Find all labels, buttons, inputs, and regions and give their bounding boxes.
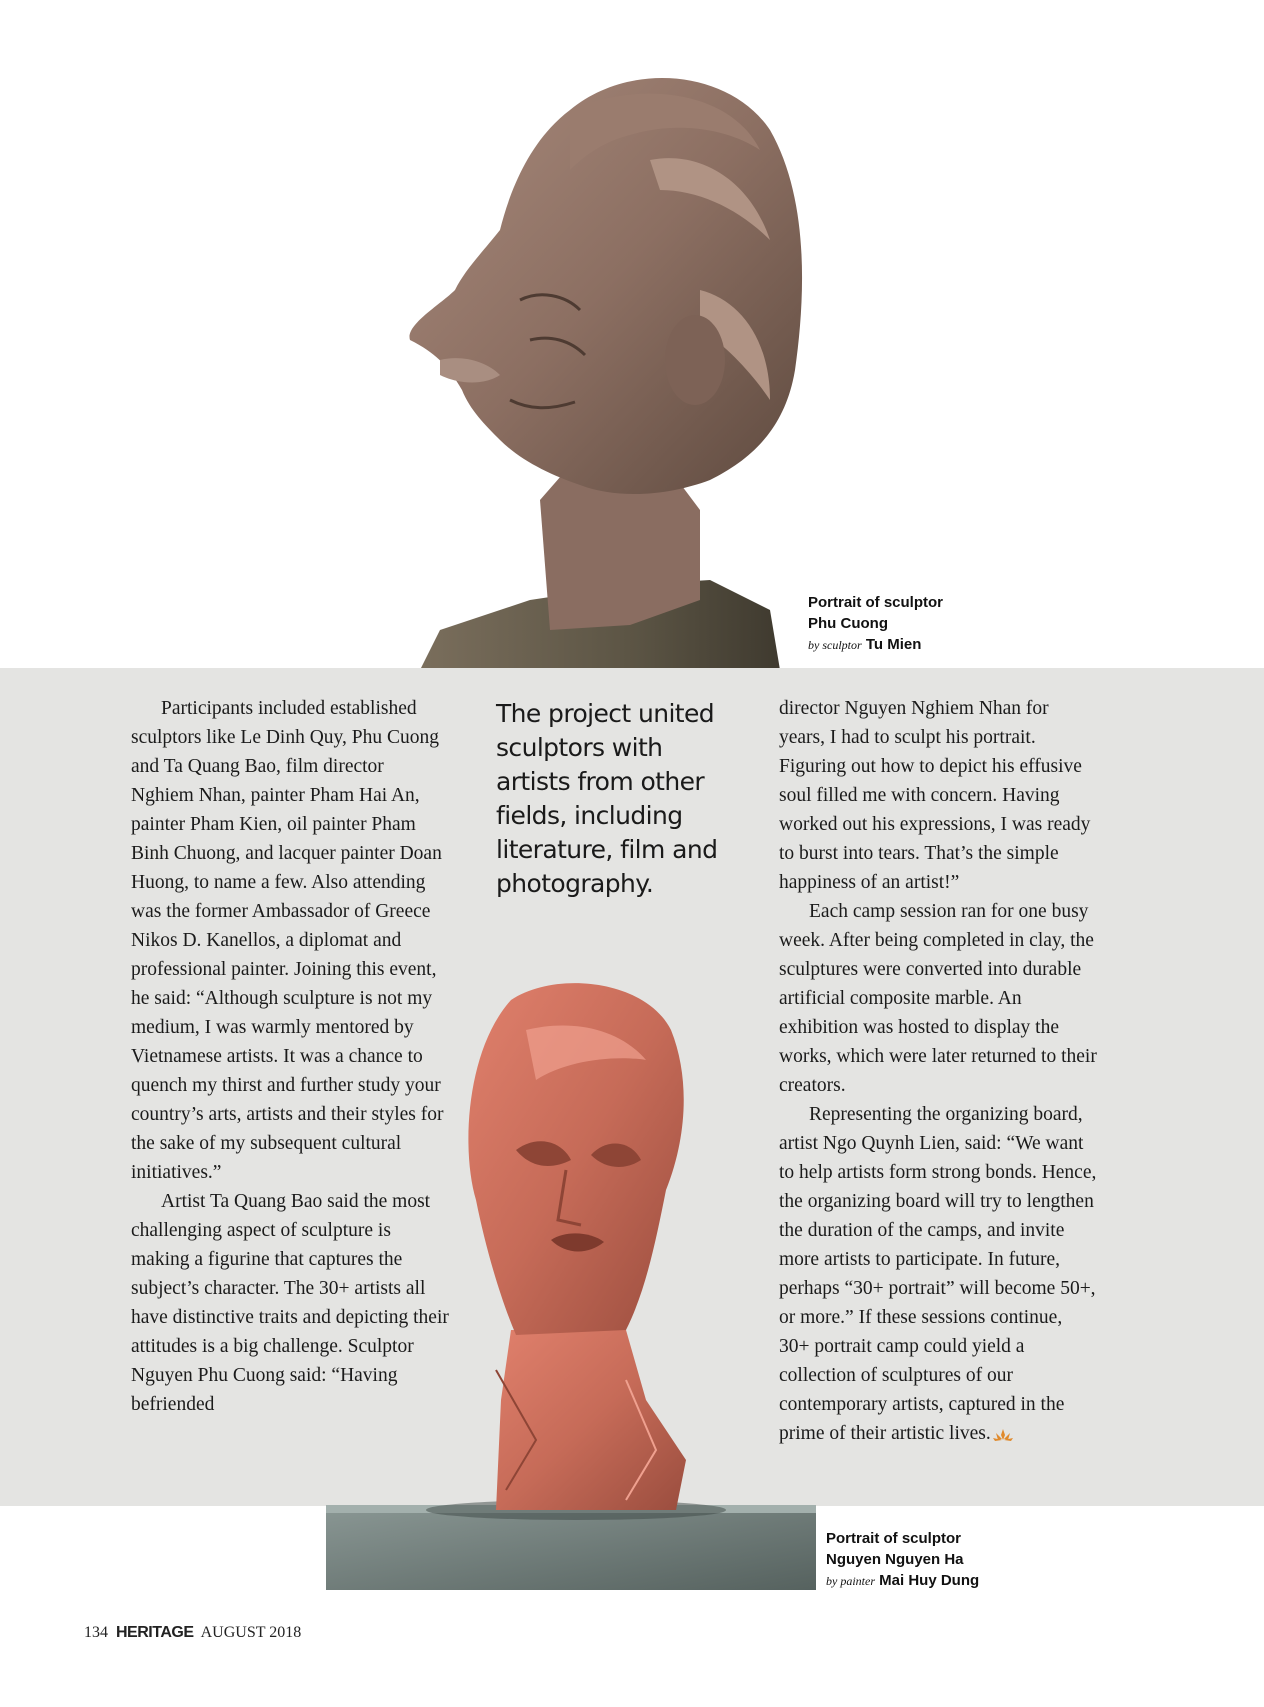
article-paragraph: Each camp session ran for one busy week. After being completed in clay, the sculptures were converted into durable artificial composite marble. An exhibition was hosted to display the works, which were later returned to their creators. <box>779 901 1097 1096</box>
top-caption-by-label: by sculptor <box>808 638 862 652</box>
issue-date: AUGUST 2018 <box>200 1624 302 1641</box>
top-caption-artist: Tu Mien <box>865 636 922 653</box>
bottom-caption-line2: Nguyen Nguyen Ha <box>826 1551 964 1568</box>
bottom-caption-line1: Portrait of sculptor <box>826 1530 962 1547</box>
article-left-column <box>131 694 449 1419</box>
article-paragraph-text: Representing the organizing board, artist Ngo Quynh Lien, said: “We want to help artists form strong bonds. Hence, the organizing board will try to lengthen the duration of the camps, and invite more artists to participate. In future, perhaps “30+ portrait” will become 50+, or more.” If these sessions continue, 30+ portrait camp could yield a collection of sculptures of our contemporary artists, captured in the prime of their artistic lives. <box>779 1104 1097 1444</box>
top-caption-line1: Portrait of sculptor <box>808 594 944 611</box>
bottom-caption-by-label: by painter <box>826 1574 875 1588</box>
magazine-name: HERITAGE <box>116 1624 194 1641</box>
lotus-end-mark-icon <box>993 1428 1013 1442</box>
top-figure-caption <box>808 592 1058 656</box>
page-footer <box>84 1624 301 1642</box>
article-paragraph-final <box>779 1100 1097 1448</box>
article-paragraph: Participants included established sculptors like Le Dinh Quy, Phu Cuong and Ta Quang Bao, film director Nghiem Nhan, painter Pham Hai An, painter Pham Kien, oil painter Pham Binh Chuong, and lacquer painter Doan Huong, to name a few. Also attending was the former Ambassador of Greece Nikos D. Kanellos, a diplomat and professional painter. Joining this event, he said: “Although sculpture is not my medium, I was warmly mentored by Vietnamese artists. It was a chance to quench my thirst and further study your country’s arts, artists and their styles for the sake of my subsequent cultural initiatives.” <box>131 698 444 1183</box>
article-paragraph: Artist Ta Quang Bao said the most challenging aspect of sculpture is making a figurine that captures the subject’s character. The 30+ artists all have distinctive traits and depicting their attitudes is a big challenge. Sculptor Nguyen Phu Cuong said: “Having befriended <box>131 1191 449 1415</box>
phu-cuong-bust-image <box>400 40 820 670</box>
pull-quote: The project united sculptors with artists from other fields, including literature, film and photography. <box>496 699 718 898</box>
article-right-column <box>779 694 1097 1448</box>
top-caption-line2: Phu Cuong <box>808 615 888 632</box>
bottom-caption-artist: Mai Huy Dung <box>879 1572 980 1589</box>
bottom-caption-credit <box>826 1570 1086 1592</box>
top-caption-credit <box>808 634 1058 656</box>
bottom-figure-caption <box>826 1528 1086 1592</box>
page-number: 134 <box>84 1624 108 1641</box>
article-paragraph: director Nguyen Nghiem Nhan for years, I had to sculpt his portrait. Figuring out how to depict his effusive soul filled me with concern. Having worked out his expressions, I was ready to burst into tears. That’s the simple happiness of an artist!” <box>779 698 1091 893</box>
